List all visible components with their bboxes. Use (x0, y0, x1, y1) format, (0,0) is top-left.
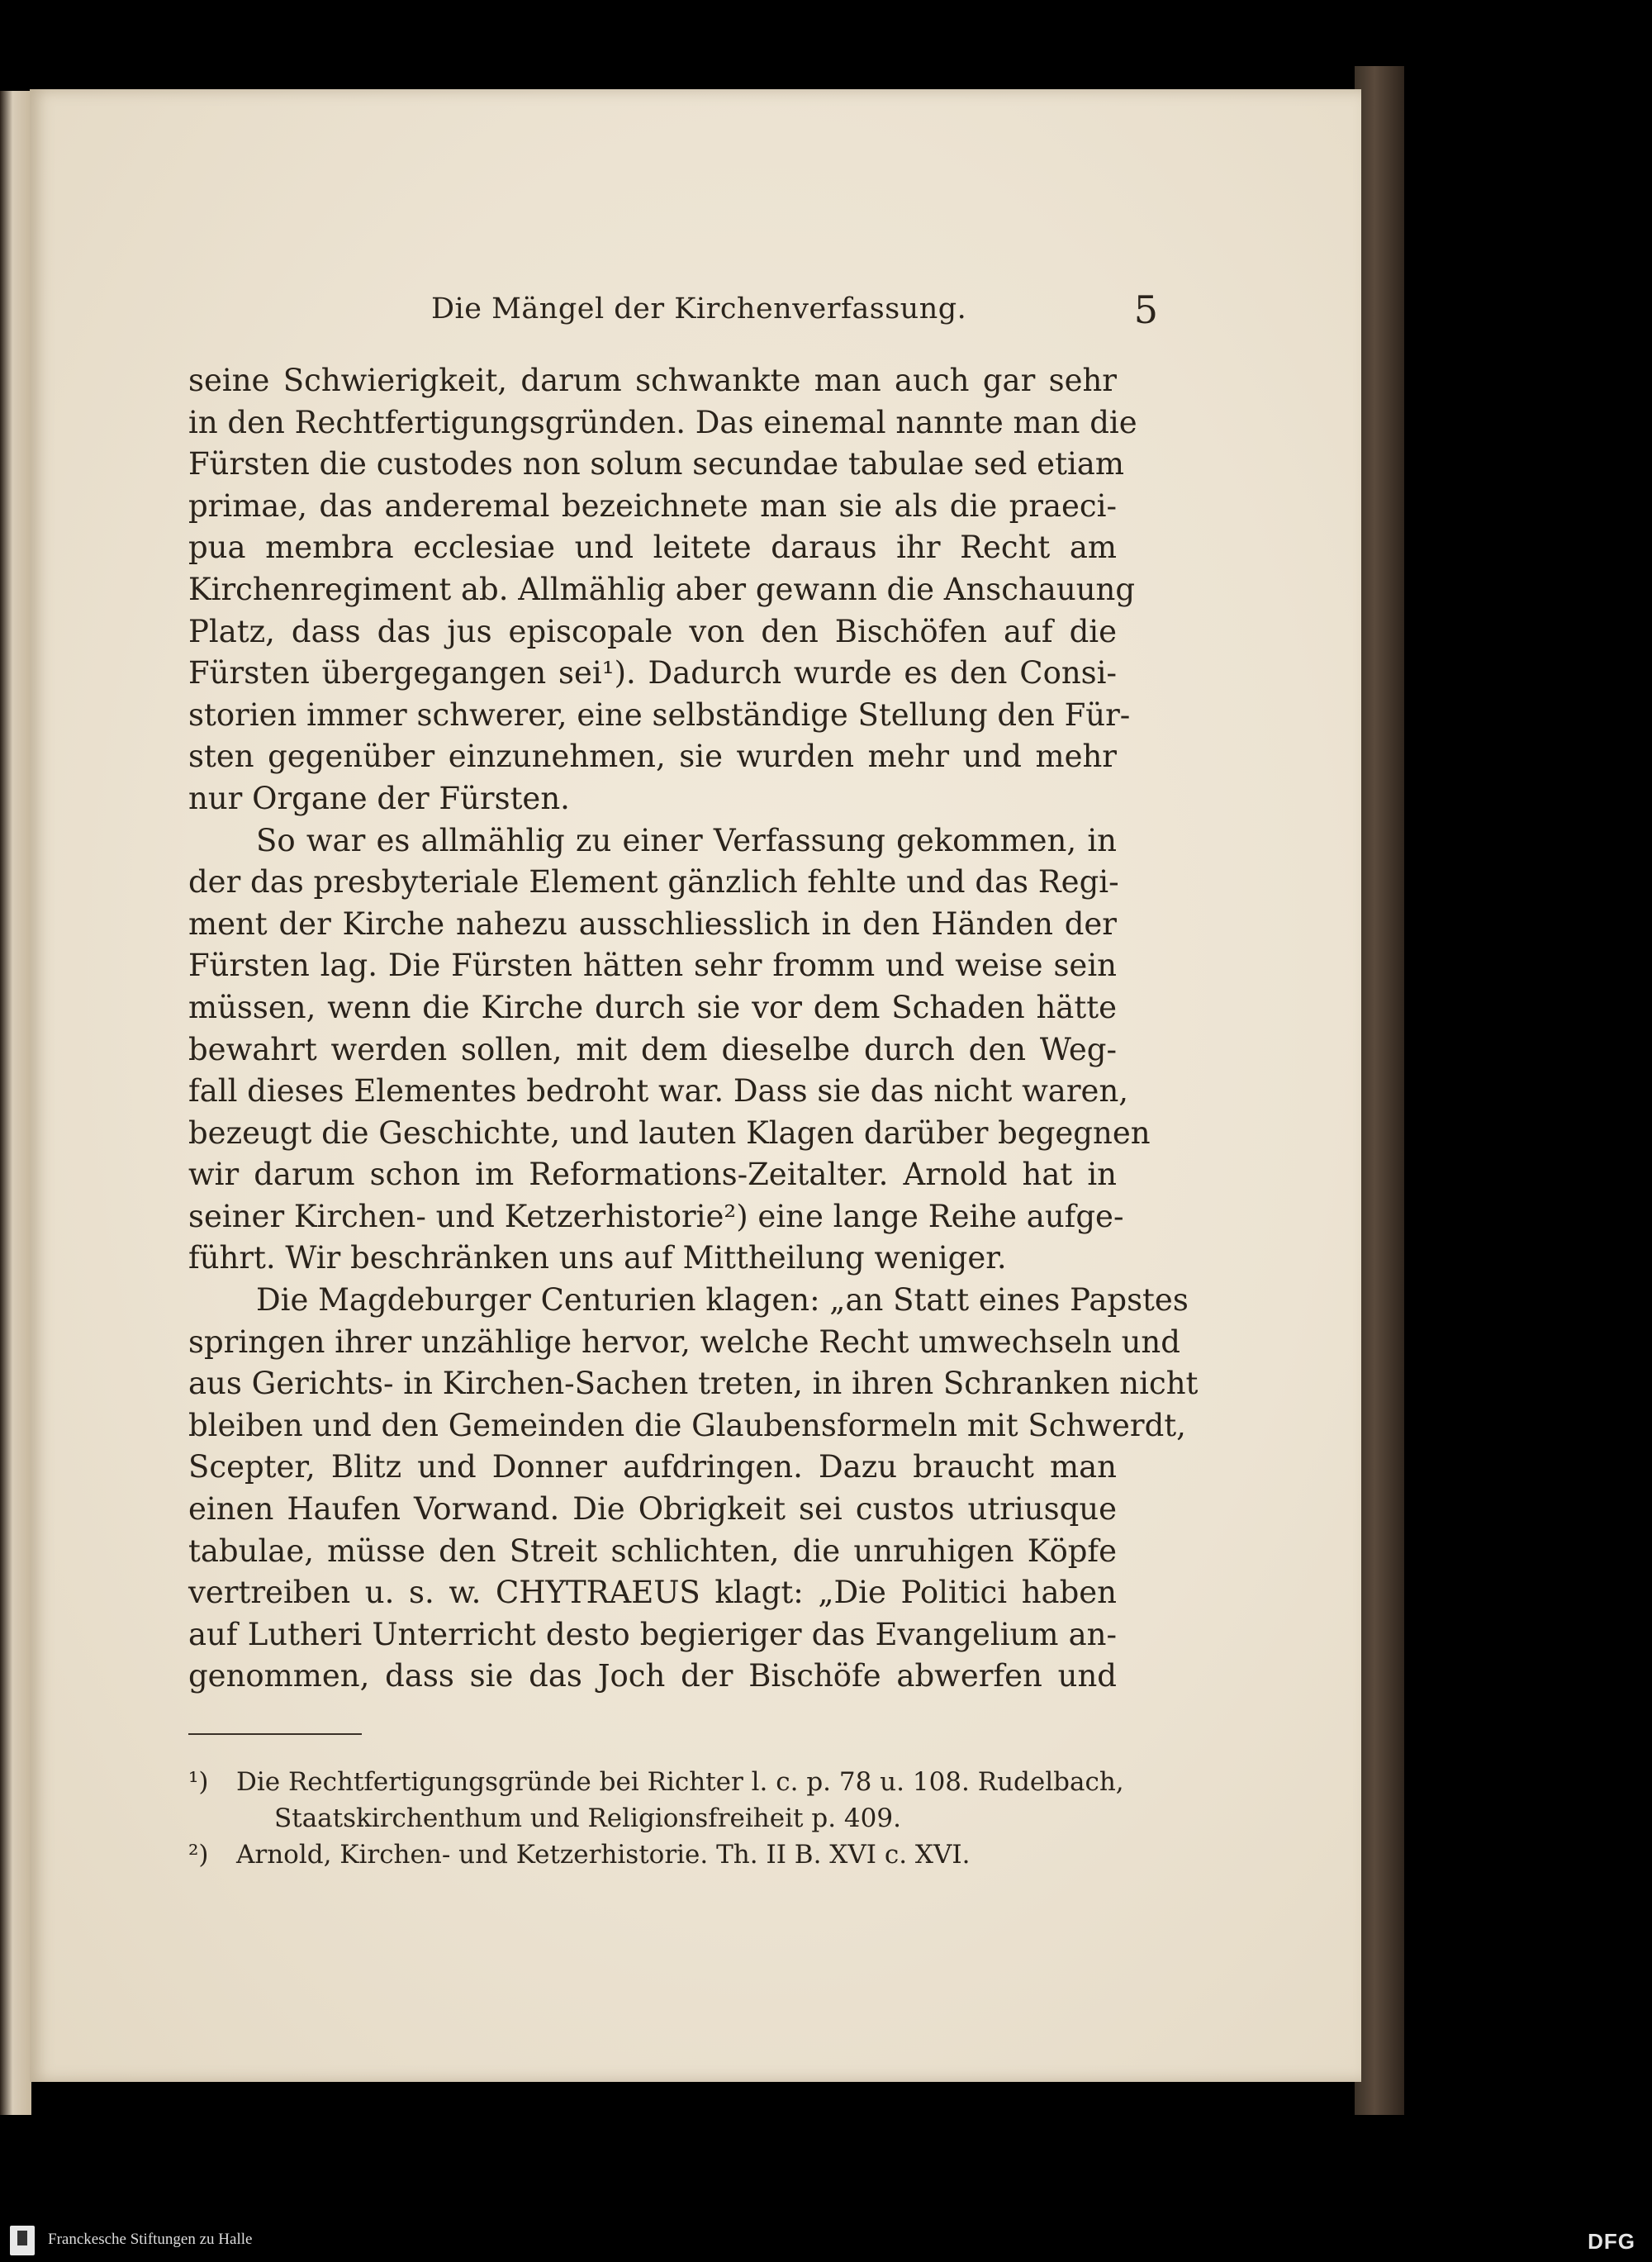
text-line: Scepter, Blitz und Donner aufdringen. Dazu braucht man (188, 1449, 1117, 1485)
text-line: bewahrt werden sollen, mit dem dieselbe durch den Weg- (188, 1031, 1117, 1067)
text-line: Fürsten lag. Die Fürsten hätten sehr fromm und weise sein (188, 948, 1117, 984)
running-head (431, 288, 1158, 342)
text-line: sten gegenüber einzunehmen, sie wurden mehr und mehr (188, 739, 1117, 775)
footnote-marker: ¹) (188, 1767, 209, 1797)
footnote-1 (188, 1765, 1124, 1801)
text-line: auf Lutheri Unterricht desto begieriger das Evangelium an- (188, 1616, 1117, 1652)
text-line: in den Rechtfertigungsgründen. Das einemal nannte man die (188, 404, 1137, 440)
text-line: springen ihrer unzählige hervor, welche Recht umwechseln und (188, 1323, 1180, 1360)
text-line: Fürsten die custodes non solum secundae tabulae sed etiam (188, 446, 1124, 482)
text-line: aus Gerichts- in Kirchen-Sachen treten, in ihren Schranken nicht (188, 1366, 1199, 1402)
footnote-2 (188, 1837, 1117, 1874)
text-line: fall dieses Elementes bedroht war. Dass sie das nicht waren, (188, 1073, 1129, 1110)
text-line: der das presbyteriale Element gänzlich fehlte und das Regi- (188, 864, 1119, 901)
text-line: Platz, dass das jus episcopale von den Bischöfen auf die (188, 613, 1117, 649)
text-line: Kirchenregiment ab. Allmählig aber gewann die Anschauung (188, 571, 1136, 607)
text-line: bleiben und den Gemeinden die Glaubensformeln mit Schwerdt, (188, 1407, 1186, 1443)
text-line: einen Haufen Vorwand. Die Obrigkeit sei custos utriusque (188, 1491, 1117, 1528)
book-cover-edge (1355, 66, 1404, 2115)
footnote-rule (188, 1733, 362, 1735)
footnote-text: Die Rechtfertigungsgründe bei Richter l. c. p. 78 u. 108. Rudelbach, (236, 1767, 1124, 1797)
text-line: führt. Wir beschränken uns auf Mittheilung weniger. (188, 1240, 1007, 1276)
text-line: genommen, dass sie das Joch der Bischöfe abwerfen und (188, 1658, 1117, 1694)
text-line: Die Magdeburger Centurien klagen: „an Statt eines Papstes (256, 1282, 1189, 1319)
text-line: müssen, wenn die Kirche durch sie vor dem Schaden hätte (188, 989, 1117, 1025)
text-line: seiner Kirchen- und Ketzerhistorie²) eine lange Reihe aufge- (188, 1198, 1124, 1234)
running-title: Die Mängel der Kirchenverfassung. (431, 292, 967, 326)
text-line: So war es allmählig zu einer Verfassung gekommen, in (256, 822, 1117, 858)
footer-institution: Franckesche Stiftungen zu Halle (48, 2231, 253, 2248)
text-line: ment der Kirche nahezu ausschliesslich in den Händen der (188, 905, 1117, 942)
footnote-text: Arnold, Kirchen- und Ketzerhistorie. Th. II B. XVI c. XVI. (236, 1840, 971, 1870)
institution-logo-icon (10, 2226, 35, 2255)
text-line: seine Schwierigkeit, darum schwankte man auch gar sehr (188, 363, 1117, 398)
text-line: Fürsten übergegangen sei¹). Dadurch wurde es den Consi- (188, 655, 1117, 691)
text-line: wir darum schon im Reformations-Zeitalter. Arnold hat in (188, 1157, 1117, 1193)
text-line: bezeugt die Geschichte, und lauten Klagen darüber begegnen (188, 1114, 1151, 1151)
page-number: 5 (1133, 288, 1158, 332)
footnote-1-continued: Staatskirchenthum und Religionsfreiheit p. 409. (274, 1803, 901, 1833)
text-line: tabulae, müsse den Streit schlichten, die unruhigen Köpfe (188, 1533, 1117, 1569)
text-line: storien immer schwerer, eine selbständige Stellung den Für- (188, 696, 1131, 733)
text-line: nur Organe der Fürsten. (188, 780, 570, 816)
footnote-marker: ²) (188, 1840, 209, 1870)
book-spine-left (0, 91, 31, 2115)
body-text (188, 360, 1199, 1698)
footnotes (188, 1765, 1124, 1874)
text-line: primae, das anderemal bezeichnete man sie als die praeci- (188, 487, 1117, 524)
text-line: vertreiben u. s. w. CHYTRAEUS klagt: „Die Politici haben (188, 1575, 1117, 1611)
dfg-logo: DFG (1588, 2229, 1635, 2254)
text-line: pua membra ecclesiae und leitete daraus ihr Recht am (188, 530, 1117, 566)
